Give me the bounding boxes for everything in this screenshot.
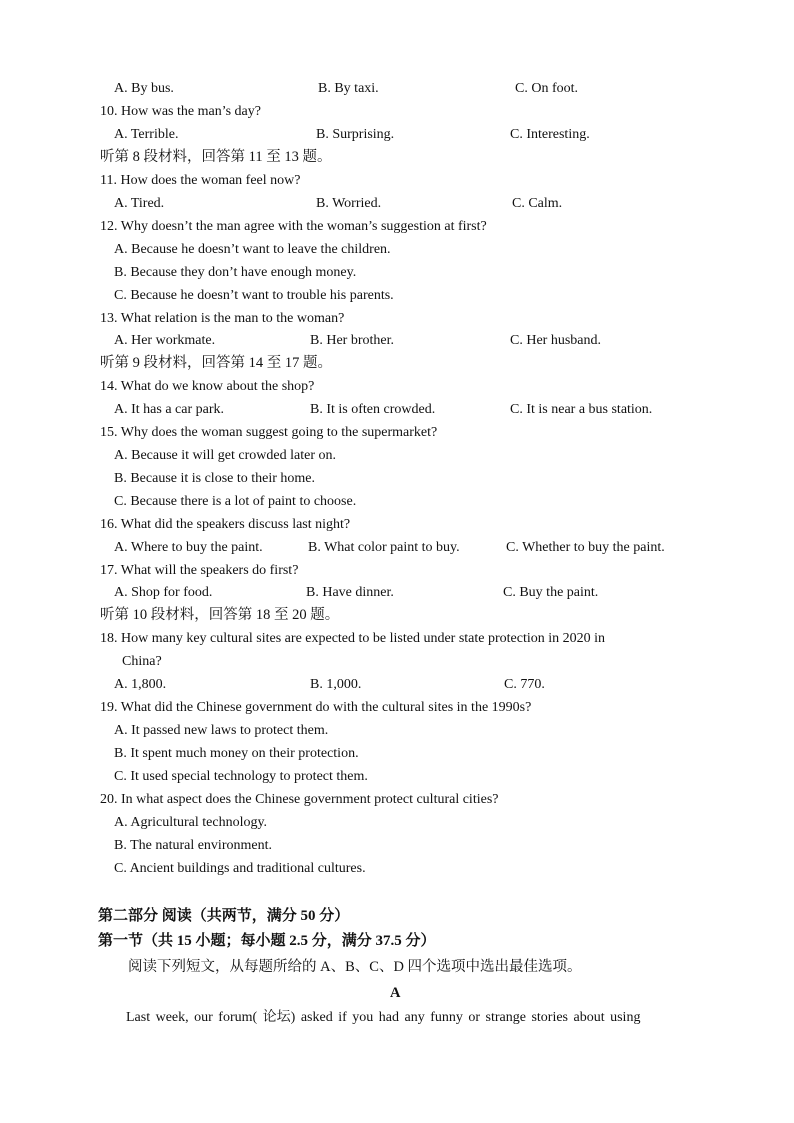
part-2-section-1-title: 第一节（共 15 小题；每小题 2.5 分，满分 37.5 分）	[98, 933, 436, 949]
q13-option-b: B. Her brother.	[310, 333, 394, 348]
q20-stem: 20. In what aspect does the Chinese government protect cultural cities?	[100, 792, 499, 807]
q9-option-b: B. By taxi.	[318, 81, 379, 96]
q20-option-c: C. Ancient buildings and traditional cultures.	[114, 861, 366, 876]
q14-option-a: A. It has a car park.	[114, 402, 225, 417]
q15-stem: 15. Why does the woman suggest going to the supermarket?	[100, 425, 438, 440]
q18-stem: 18. How many key cultural sites are expected to be listed under state protection in 2020 in	[100, 631, 606, 646]
q14-option-c: C. It is near a bus station.	[510, 402, 653, 417]
q11-option-c: C. Calm.	[512, 196, 563, 211]
q12-stem: 12. Why doesn’t the man agree with the woman’s suggestion at first?	[100, 219, 487, 234]
q12-option-a: A. Because he doesn’t want to leave the children.	[114, 242, 391, 257]
q17-option-b: B. Have dinner.	[306, 585, 394, 600]
q19-option-c: C. It used special technology to protect them.	[114, 769, 368, 784]
part-2-title: 第二部分 阅读（共两节，满分 50 分）	[98, 908, 350, 924]
q11-stem: 11. How does the woman feel now?	[100, 173, 301, 188]
passage-a-line-1: Last week, our forum( 论坛) asked if you had any funny or strange stories about using	[126, 1010, 641, 1025]
q13-option-a: A. Her workmate.	[114, 333, 216, 348]
q16-stem: 16. What did the speakers discuss last night?	[100, 517, 351, 532]
reading-instruction: 阅读下列短文，从每题所给的 A、B、C、D 四个选项中选出最佳选项。	[128, 959, 582, 975]
section-10-heading: 听第 10 段材料，回答第 18 至 20 题。	[100, 607, 340, 623]
q12-option-b: B. Because they don’t have enough money.	[114, 265, 357, 280]
q10-stem: 10. How was the man’s day?	[100, 104, 261, 119]
q16-option-b: B. What color paint to buy.	[308, 540, 460, 555]
q20-option-a: A. Agricultural technology.	[114, 815, 268, 830]
q10-option-a: A. Terrible.	[114, 127, 179, 142]
q15-option-c: C. Because there is a lot of paint to choose.	[114, 494, 357, 509]
q14-stem: 14. What do we know about the shop?	[100, 379, 315, 394]
q12-option-c: C. Because he doesn’t want to trouble his parents.	[114, 288, 394, 303]
q19-stem: 19. What did the Chinese government do with the cultural sites in the 1990s?	[100, 700, 532, 715]
q9-option-c: C. On foot.	[515, 81, 578, 96]
q10-option-b: B. Surprising.	[316, 127, 395, 142]
q19-option-b: B. It spent much money on their protection.	[114, 746, 359, 761]
q18-option-a: A. 1,800.	[114, 677, 167, 692]
q20-option-b: B. The natural environment.	[114, 838, 272, 853]
section-9-heading: 听第 9 段材料，回答第 14 至 17 题。	[100, 355, 332, 371]
q15-option-a: A. Because it will get crowded later on.	[114, 448, 336, 463]
q17-stem: 17. What will the speakers do first?	[100, 563, 299, 578]
q18-stem-continued: China?	[122, 654, 162, 669]
passage-label: A	[390, 985, 401, 1001]
q9-option-a: A. By bus.	[114, 81, 174, 96]
q17-option-a: A. Shop for food.	[114, 585, 213, 600]
q15-option-b: B. Because it is close to their home.	[114, 471, 316, 486]
q14-option-b: B. It is often crowded.	[310, 402, 436, 417]
q10-option-c: C. Interesting.	[510, 127, 590, 142]
q18-option-b: B. 1,000.	[310, 677, 362, 692]
q13-stem: 13. What relation is the man to the woman?	[100, 311, 345, 326]
q11-option-a: A. Tired.	[114, 196, 165, 211]
q19-option-a: A. It passed new laws to protect them.	[114, 723, 329, 738]
q18-option-c: C. 770.	[504, 677, 545, 692]
q13-option-c: C. Her husband.	[510, 333, 601, 348]
q11-option-b: B. Worried.	[316, 196, 382, 211]
q16-option-a: A. Where to buy the paint.	[114, 540, 263, 555]
section-8-heading: 听第 8 段材料，回答第 11 至 13 题。	[100, 149, 332, 165]
q16-option-c: C. Whether to buy the paint.	[506, 540, 665, 555]
q17-option-c: C. Buy the paint.	[503, 585, 599, 600]
